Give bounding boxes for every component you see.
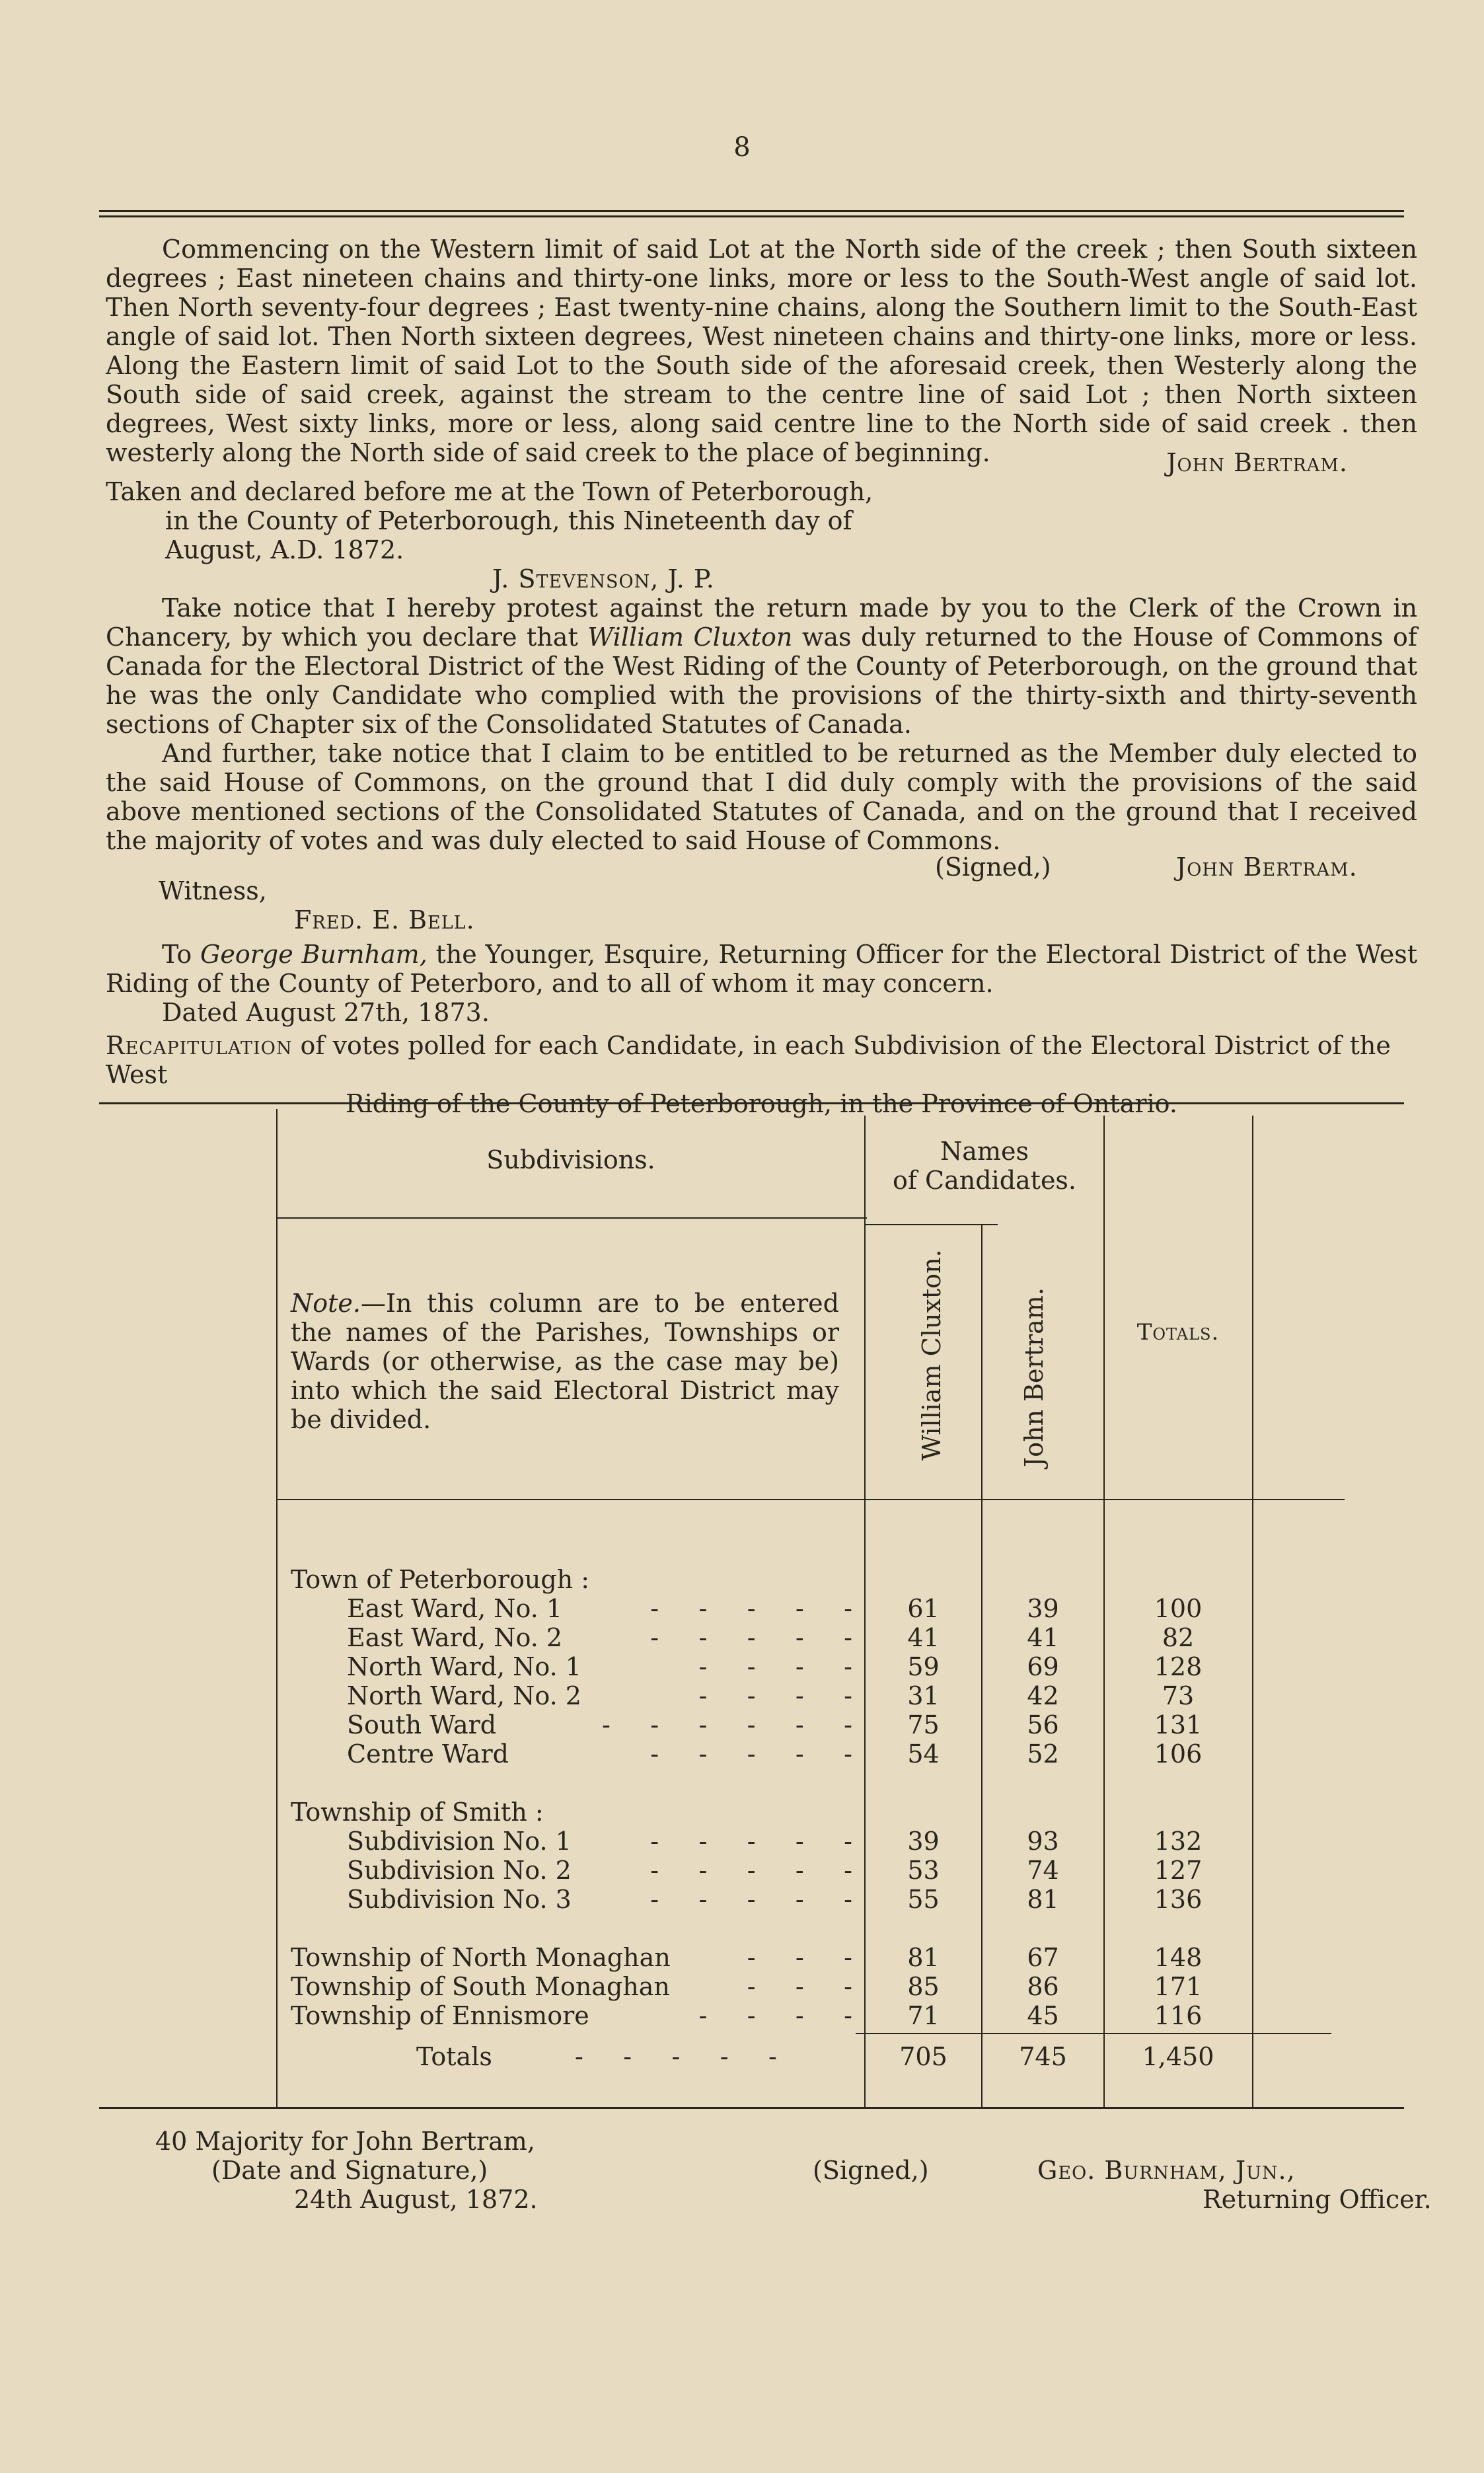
votes-cluxton: 31 [907, 1681, 940, 1710]
votes-bertram: 42 [1027, 1681, 1059, 1710]
totals-label: Totals [416, 2042, 492, 2071]
votes-total: 171 [1154, 1972, 1203, 2001]
votes-bertram: 86 [1027, 1972, 1059, 2001]
table-row [99, 1710, 1404, 1739]
votes-total: 128 [1154, 1652, 1203, 1681]
table-bottom-rule [99, 2107, 1404, 2109]
addressee-paragraph [106, 940, 1417, 998]
witness-name: Fred. E. Bell. [294, 905, 475, 934]
leader-dots: - - - - - [650, 1885, 852, 1914]
subdivision-name: North Ward, No. 1 [347, 1652, 581, 1681]
votes-total: 100 [1154, 1594, 1203, 1623]
table-row [99, 1681, 1404, 1710]
table-row [99, 1972, 1404, 2001]
table-row [99, 1943, 1404, 1972]
subdivisions-header: Subdivisions. [486, 1145, 655, 1174]
returning-officer-title: Returning Officer. [1203, 2185, 1432, 2214]
protest-candidate-name: William Cluxton [587, 623, 793, 652]
votes-total: 82 [1162, 1623, 1195, 1652]
footer-right [1037, 2156, 1432, 2214]
addressee-rest: the Younger, Esquire, Returning Officer for the Electoral District of the West Riding of the County of Peterboro, and to all of whom it may concern. [106, 940, 1418, 998]
recap-line-2: Riding of the County of Peterborough, in the Province of Ontario. [346, 1089, 1177, 1118]
candidate-header-cluxton: William Cluxton. [917, 1249, 946, 1461]
total-cluxton: 705 [899, 2042, 947, 2071]
totals-dots: - - - - - [575, 2042, 777, 2071]
votes-total: 136 [1154, 1885, 1203, 1914]
subdivision-name: East Ward, No. 1 [347, 1594, 563, 1623]
footer-date: 24th August, 1872. [294, 2185, 538, 2214]
recap-line-1 [106, 1031, 1417, 1089]
votes-bertram: 67 [1027, 1943, 1059, 1972]
table-row [99, 1856, 1404, 1885]
votes-total: 127 [1154, 1856, 1203, 1885]
votes-cluxton: 71 [907, 2001, 940, 2030]
declaration-line-3: August, A.D. 1872. [165, 535, 404, 564]
votes-bertram: 93 [1027, 1827, 1059, 1856]
votes-cluxton: 59 [907, 1652, 940, 1681]
note-cell [291, 1289, 839, 1434]
subdivision-name: Township of South Monaghan [291, 1972, 670, 2001]
votes-total: 148 [1154, 1943, 1203, 1972]
page-number: 8 [733, 132, 751, 163]
votes-total: 116 [1154, 2001, 1203, 2030]
subdivision-name: North Ward, No. 2 [347, 1681, 581, 1710]
table-row [99, 1652, 1404, 1681]
votes-total: 131 [1154, 1710, 1203, 1739]
table-row [99, 1885, 1404, 1914]
witness-block [106, 876, 1417, 934]
names-header-line-1: Names [940, 1137, 1029, 1166]
group-title [99, 1565, 1404, 1594]
grand-total: 1,450 [1142, 2042, 1214, 2071]
table-row [99, 1594, 1404, 1623]
subdivision-name: South Ward [347, 1710, 497, 1739]
note-text: —In this column are to be entered the names of the Parishes, Townships or Wards (or otherwise, as the case may be) into which the said Electoral District may be divided. [291, 1289, 839, 1434]
leader-dots: - - - [747, 1972, 852, 2001]
leader-dots: - - - - [698, 1652, 852, 1681]
leader-dots: - - - - - [650, 1827, 852, 1856]
totals-row [99, 2042, 1404, 2071]
leader-dots: - - - - - [650, 1856, 852, 1885]
leader-dots: - - - - - - [601, 1710, 852, 1739]
votes-cluxton: 41 [907, 1623, 940, 1652]
leader-dots: - - - - [698, 1681, 852, 1710]
signature-john-bertram-1: John Bertram. [1166, 448, 1348, 477]
declaration-block [106, 477, 1417, 593]
witness-label: Witness, [159, 876, 267, 905]
header-rule-1 [278, 1217, 867, 1219]
subdivision-name: East Ward, No. 2 [347, 1623, 563, 1652]
leader-dots: - - - - - [650, 1594, 852, 1623]
votes-bertram: 39 [1027, 1594, 1059, 1623]
group-title-text: Township of Smith : [291, 1798, 544, 1827]
subdivision-name: Subdivision No. 2 [347, 1856, 572, 1885]
candidate-header-bertram: John Bertram. [1020, 1287, 1049, 1467]
signature-john-bertram-2: John Bertram. [1176, 853, 1358, 882]
subdivision-name: Township of Ennismore [291, 2001, 589, 2030]
header-rule-2 [278, 1499, 1345, 1500]
votes-cluxton: 81 [907, 1943, 940, 1972]
note-label: Note. [291, 1289, 361, 1318]
leader-dots: - - - [747, 1943, 852, 1972]
votes-bertram: 52 [1027, 1739, 1059, 1769]
votes-cluxton: 53 [907, 1856, 940, 1885]
group-title-text: Town of Peterborough : [291, 1565, 590, 1594]
votes-bertram: 81 [1027, 1885, 1059, 1914]
returning-officer-name: Geo. Burnham, Jun., [1037, 2156, 1296, 2185]
leader-dots: - - - - - [650, 1739, 852, 1769]
boundary-section [106, 235, 1417, 467]
leader-dots: - - - - [698, 2001, 852, 2030]
addressee-name: George Burnham, [200, 940, 427, 969]
group-title [99, 1798, 1404, 1827]
votes-cluxton: 85 [907, 1972, 940, 2001]
total-bertram: 745 [1019, 2042, 1067, 2071]
subdivision-name: Township of North Monaghan [291, 1943, 671, 1972]
declaration-line-1: Taken and declared before me at the Town of Peterborough, [106, 477, 873, 506]
addressee-prefix: To [162, 940, 201, 969]
declaration-line-2: in the County of Peterborough, this Nineteenth day of [165, 506, 852, 535]
votes-total: 106 [1154, 1739, 1203, 1769]
justice-of-peace: J. Stevenson, J. P. [492, 564, 715, 593]
table-row [99, 1623, 1404, 1652]
recapitulation-table [99, 1102, 1404, 2110]
leader-dots: - - - - - [650, 1623, 852, 1652]
names-header [866, 1137, 1103, 1195]
votes-bertram: 74 [1027, 1856, 1059, 1885]
signed-label: (Signed,) [935, 853, 1051, 882]
table-row [99, 1739, 1404, 1769]
table-top-rule [99, 1102, 1404, 1104]
votes-cluxton: 75 [907, 1710, 940, 1739]
dated-line: Dated August 27th, 1873. [162, 998, 490, 1027]
majority-line: 40 Majority for John Bertram, [155, 2127, 535, 2156]
votes-bertram: 69 [1027, 1652, 1059, 1681]
claim-paragraph: And further, take notice that I claim to be entitled to be returned as the Member duly elected to the said House of Commons, on the ground that I did duly comply with the provisions of the said above mentioned sections of the Consolidated Statutes of Canada, and on the ground that I received the majority of votes and was duly elected to said House of Commons. [106, 739, 1417, 855]
table-row [99, 2001, 1404, 2030]
votes-bertram: 41 [1027, 1623, 1059, 1652]
protest-text-b: was duly returned to the House of Commons of Canada for the Electoral District of the West Riding of the County of Peterborough, on the ground that he was the only Candidate who complied with the provisions of the thirty-sixth and thirty-seventh sections of Chapter six of the Consolidated Statutes of Canada. [106, 623, 1417, 739]
recap-rest: of votes polled for each Candidate, in each Subdivision of the Electoral District of the West [106, 1031, 1391, 1089]
header-rule-names [866, 1224, 998, 1225]
votes-cluxton: 55 [907, 1885, 940, 1914]
footer-left [155, 2127, 538, 2214]
protest-section [106, 593, 1417, 855]
votes-total: 73 [1162, 1681, 1195, 1710]
votes-cluxton: 61 [907, 1594, 940, 1623]
recap-lead: Recapitulation [106, 1031, 293, 1060]
totals-rule [856, 2033, 1331, 2034]
totals-header: Totals. [1136, 1319, 1220, 1346]
table-row [99, 1827, 1404, 1856]
protest-text-a: Take notice that I hereby protest against the return made by you to the Clerk of the Crown in Chancery, by which you declare that [106, 593, 1417, 652]
subdivision-name: Centre Ward [347, 1739, 509, 1769]
date-signature-label: (Date and Signature,) [211, 2156, 488, 2185]
names-header-line-2: of Candidates. [892, 1166, 1077, 1195]
votes-total: 132 [1154, 1827, 1203, 1856]
boundary-paragraph: Commencing on the Western limit of said Lot at the North side of the creek ; then South sixteen degrees ; East nineteen chains and thirty-one links, more or less to the South-West angle of said lot. Then North seventy-four degrees ; East twenty-nine chains, along the Southern limit to the South-East angle of said lot. Then North sixteen degrees, West nineteen chains and thirty-one links, more or less. Along the Eastern limit of said Lot to the South side of the aforesaid creek, then Westerly along the South side of said creek, against the stream to the centre line of said Lot ; then North sixteen degrees, West sixty links, more or less, along said centre line to the North side of said creek . then westerly along the North side of said creek to the place of beginning. [106, 235, 1417, 467]
protest-paragraph [106, 593, 1417, 739]
votes-cluxton: 54 [907, 1739, 940, 1769]
subdivision-name: Subdivision No. 3 [347, 1885, 572, 1914]
footer-signed: (Signed,) [813, 2156, 929, 2185]
votes-bertram: 45 [1027, 2001, 1059, 2030]
header-rule-bottom [99, 215, 1404, 217]
subdivision-name: Subdivision No. 1 [347, 1827, 572, 1856]
header-rule-top [99, 210, 1404, 212]
votes-bertram: 56 [1027, 1710, 1059, 1739]
addressee-block [106, 940, 1417, 1027]
votes-cluxton: 39 [907, 1827, 940, 1856]
